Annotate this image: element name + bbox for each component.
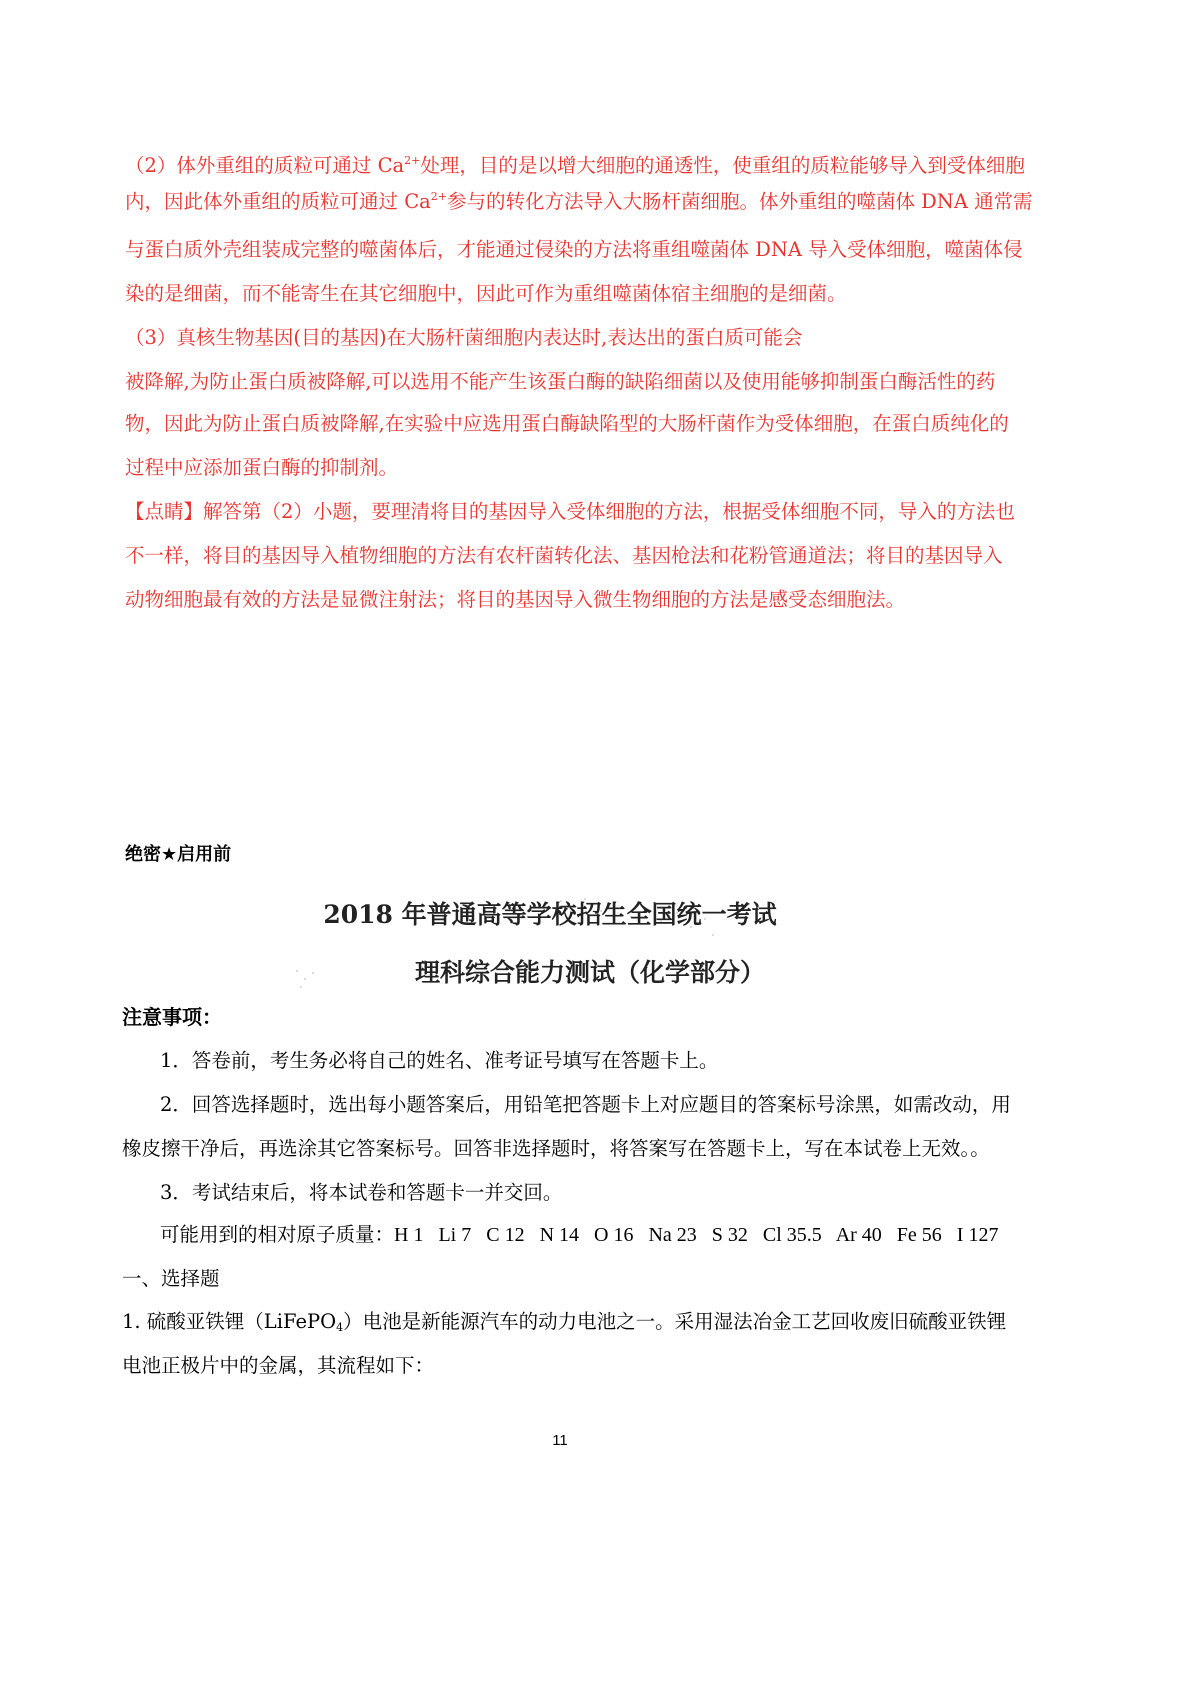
- tip-line3: 动物细胞最有效的方法是显微注射法；将目的基因导入微生物细胞的方法是感受态细胞法。: [125, 588, 906, 611]
- answer-p3-line2: 被降解,为防止蛋白质被降解,可以选用不能产生该蛋白酶的缺陷细菌以及使用能够抑制蛋白酶活性的药: [125, 370, 996, 393]
- atomic-masses-line: 可能用到的相对原子质量：H 1 Li 7 C 12 N 14 O 16 Na 23 S 32 Cl 35.5 Ar 40 Fe 56 I 127: [160, 1223, 999, 1246]
- tip-line2: 不一样，将目的基因导入植物细胞的方法有农杆菌转化法、基因枪法和花粉管通道法；将目的基因导入: [125, 544, 1003, 567]
- notice-item-1: 1．答卷前，考生务必将自己的姓名、准考证号填写在答题卡上。: [160, 1049, 719, 1072]
- answer-p3-line4: 过程中应添加蛋白酶的抑制剂。: [125, 456, 399, 479]
- answer-p3-line3: 物，因此为防止蛋白质被降解,在实验中应选用蛋白酶缺陷型的大肠杆菌作为受体细胞，在蛋白质纯化的: [125, 412, 1009, 435]
- notice-item-2-line2: 橡皮擦干净后，再选涂其它答案标号。回答非选择题时，将答案写在答题卡上，写在本试卷上无效。。: [122, 1137, 990, 1160]
- answer-p2-line1: （2）体外重组的质粒可通过 $Ca^{2+}$处理，目的是以增大细胞的通透性，使重组的质粒能够导入到受体细胞: [125, 154, 1025, 177]
- answer-p2-line4: 染的是细菌，而不能寄生在其它细胞中，因此可作为重组噬菌体宿主细胞的是细菌。: [125, 282, 847, 305]
- question-1-line2: 电池正极片中的金属，其流程如下：: [122, 1354, 435, 1377]
- page-number: 11: [552, 1432, 568, 1449]
- notice-heading: 注意事项：: [122, 1005, 222, 1029]
- tip-line1: 【点睛】解答第（2）小题，要理清将目的基因导入受体细胞的方法，根据受体细胞不同，导入的方法也: [125, 500, 1015, 523]
- answer-p3-line1: （3）真核生物基因(目的基因)在大肠杆菌细胞内表达时,表达出的蛋白质可能会: [125, 326, 803, 349]
- question-1-line1: 1. 硫酸亚铁锂（LiFePO$_4$）电池是新能源汽车的动力电池之一。采用湿法冶金工艺回收废旧硫酸亚铁锂: [122, 1310, 1007, 1334]
- answer-p2-line3: 与蛋白质外壳组装成完整的噬菌体后，才能通过侵染的方法将重组噬菌体 DNA 导入受体细胞，噬菌体侵: [125, 238, 1023, 261]
- notice-item-2-line1: 2．回答选择题时，选出每小题答案后，用铅笔把答题卡上对应题目的答案标号涂黑，如需改动，用: [160, 1093, 1011, 1116]
- secret-label: 绝密★启用前: [125, 844, 232, 865]
- exam-title: 2018 年普通高等学校招生全国统一考试: [323, 900, 777, 929]
- notice-item-3: 3．考试结束后，将本试卷和答题卡一并交回。: [160, 1181, 563, 1204]
- section-heading: 一、选择题: [122, 1267, 220, 1290]
- exam-subtitle: 理科综合能力测试（化学部分）: [414, 958, 765, 987]
- answer-p2-line2: 内，因此体外重组的质粒可通过 $Ca^{2+}$参与的转化方法导入大肠杆菌细胞。体外重组的噬菌体 DNA 通常需: [125, 190, 1033, 213]
